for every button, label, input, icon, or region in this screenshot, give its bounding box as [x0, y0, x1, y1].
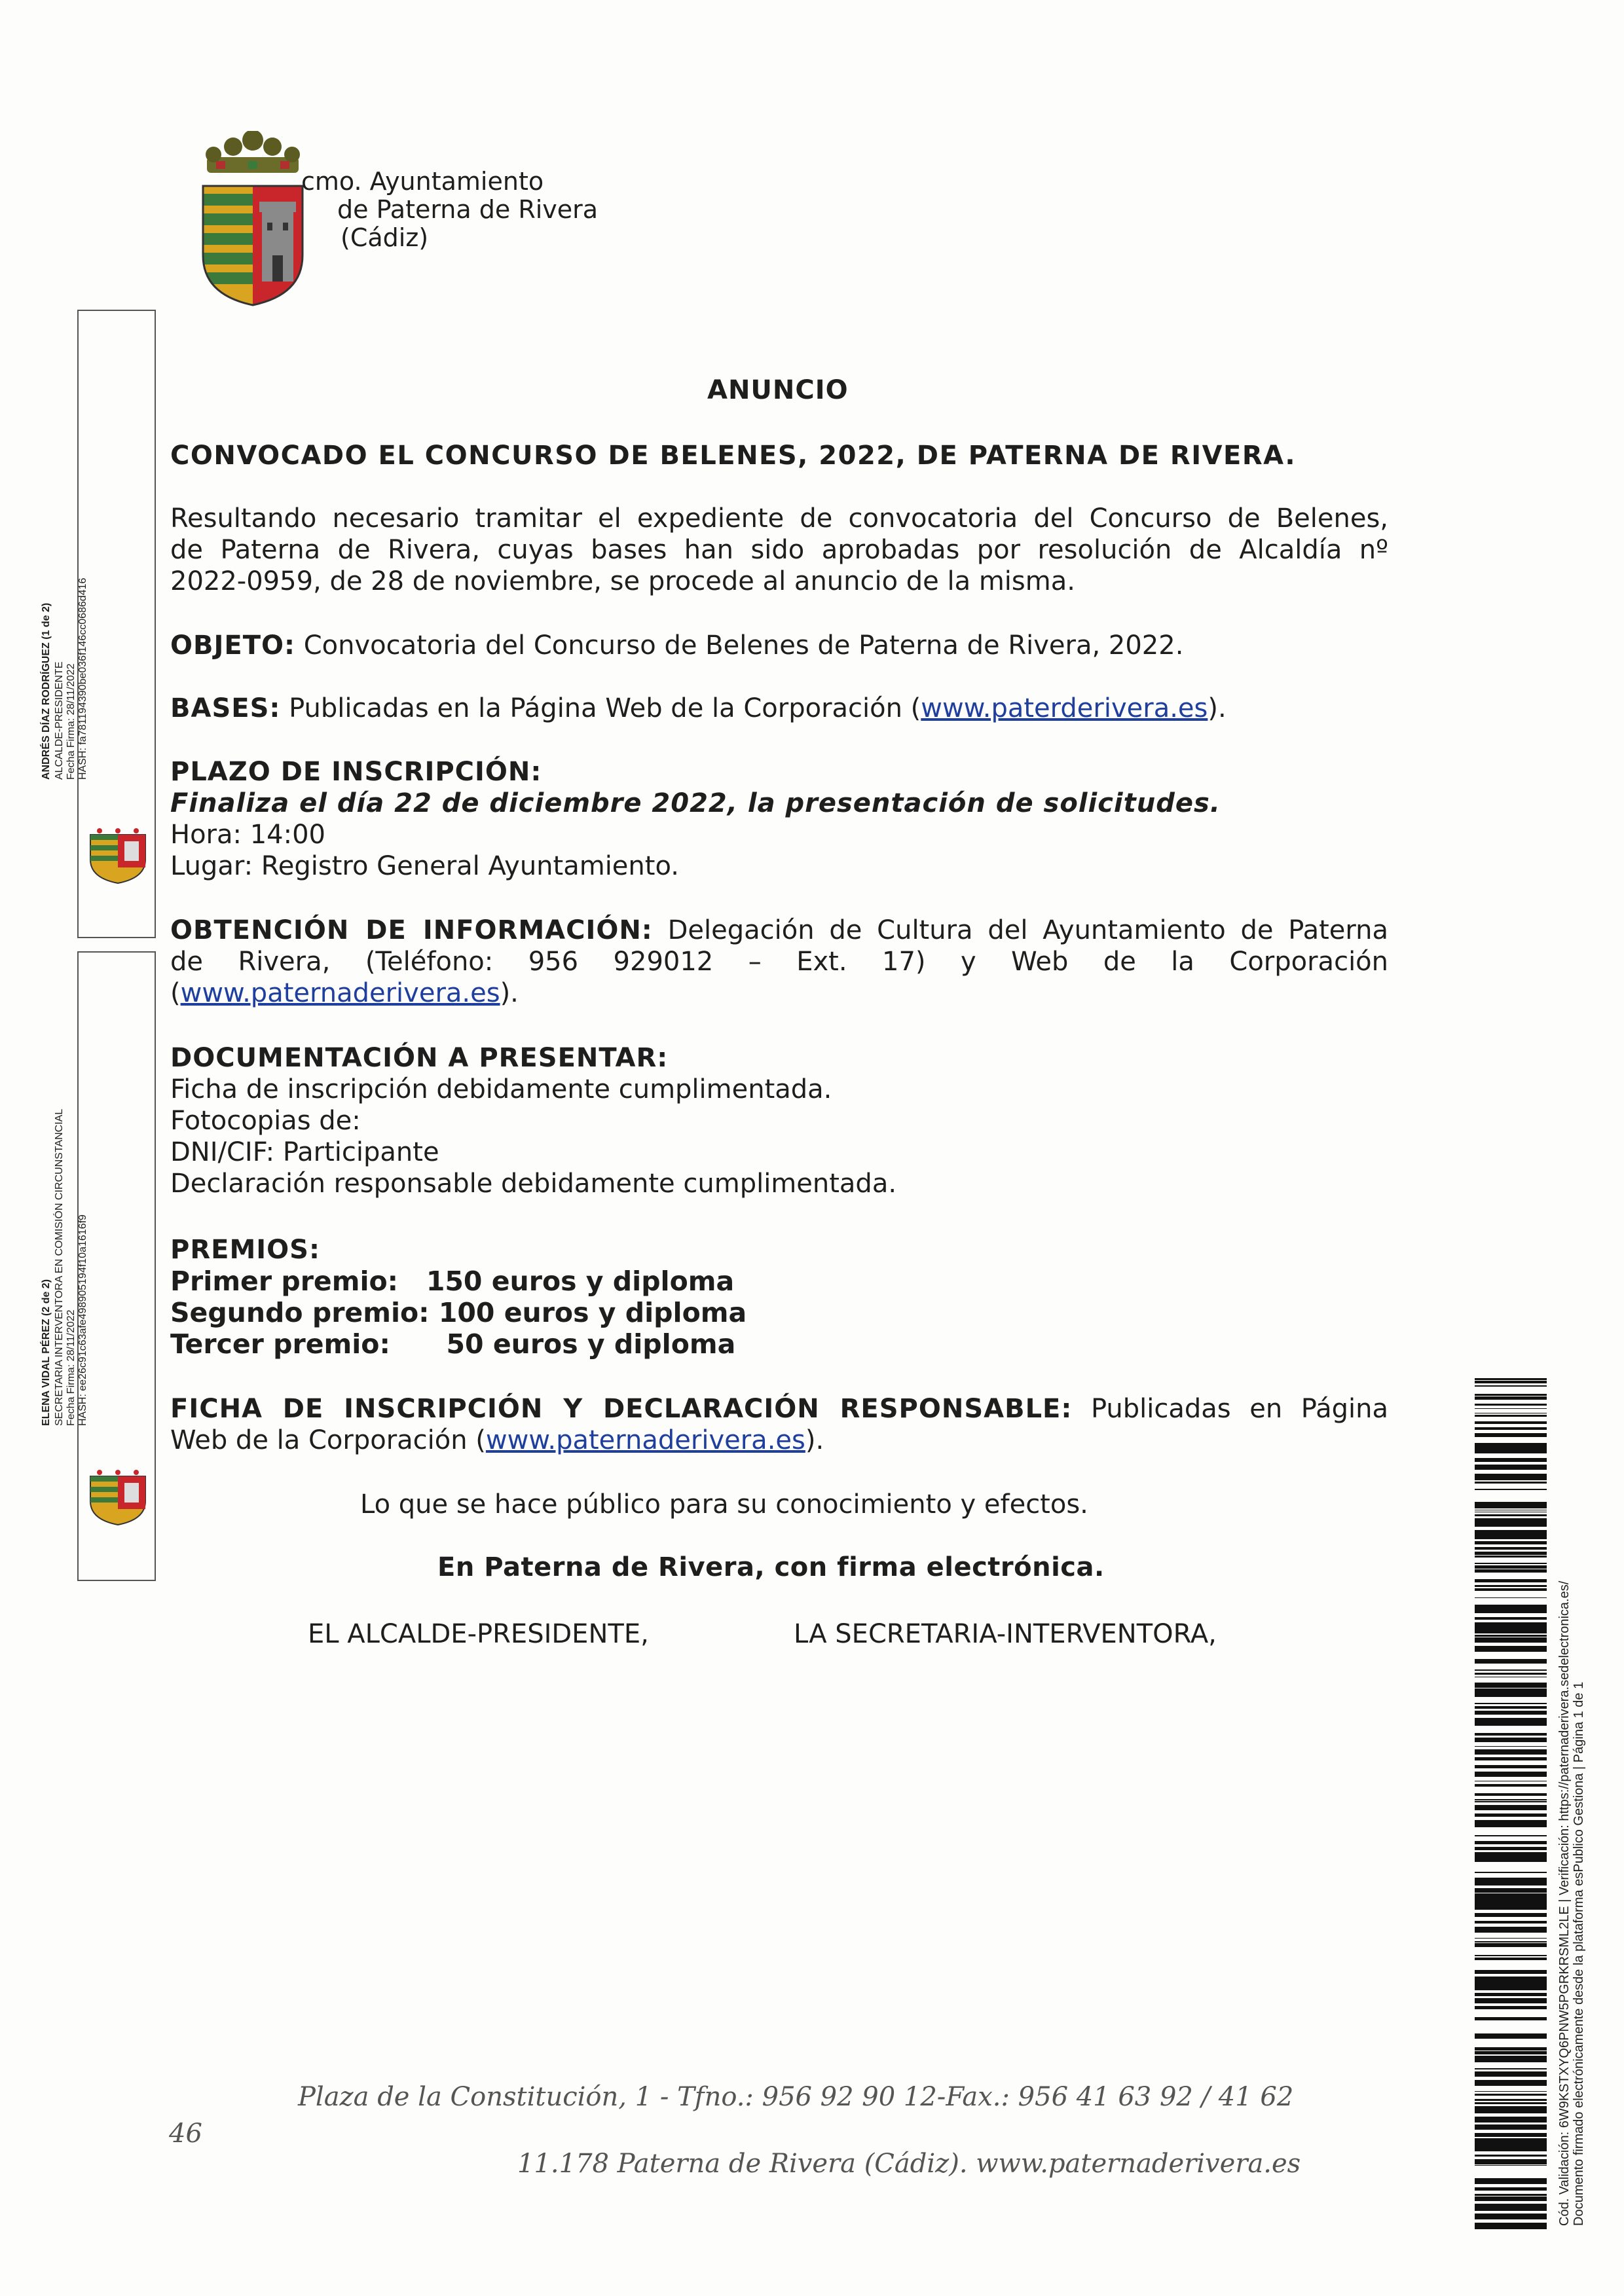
signature-date: Fecha Firma: 28/11/2022: [65, 663, 77, 780]
prize-1: Primer premio: 150 euros y diploma: [170, 1266, 735, 1297]
document-subtitle: CONVOCADO EL CONCURSO DE BELENES, 2022, DE PATERNA DE RIVERA.: [170, 441, 1297, 471]
doc-item: Declaración responsable debidamente cumplimentada.: [170, 1169, 897, 1199]
objeto-text: Convocatoria del Concurso de Belenes de Paterna de Rivera, 2022.: [295, 630, 1184, 661]
signature-box-alcalde: [41, 310, 156, 938]
crown-icon: [206, 131, 300, 173]
validation-line-2: Documento firmado electrónicamente desde la plataforma esPublico Gestiona | Página 1 de 1: [1572, 1681, 1586, 2226]
ficha-section: [170, 1393, 1388, 1456]
plazo-section: [170, 756, 1221, 882]
seal-icon: [86, 1470, 149, 1526]
signature-text-secretaria: [39, 1109, 89, 1426]
firma-electronica: En Paterna de Rivera, con firma electrónica.: [437, 1552, 1105, 1582]
signer-role: ALCALDE-PRESIDENTE: [54, 661, 65, 780]
info-line-1: [170, 915, 1388, 946]
objeto-section: [170, 630, 1183, 661]
info-line-2: de Rivera, (Teléfono: 956 929012 – Ext. 17) y Web de la Corporación: [170, 947, 1388, 977]
prize-2: Segundo premio: 100 euros y diploma: [170, 1297, 747, 1328]
signature-hash: HASH: fa781194390be036f146cc0686d416: [77, 577, 88, 780]
intro-line-1: Resultando necesario tramitar el expediente de convocatoria del Concurso de Belenes,: [170, 503, 1388, 534]
footer-address-2: 11.178 Paterna de Rivera (Cádiz). www.paternaderivera.es: [517, 2149, 1301, 2179]
doc-item: Ficha de inscripción debidamente cumplimentada.: [170, 1074, 832, 1104]
footer-address-1: Plaza de la Constitución, 1 - Tfno.: 956 92 90 12-Fax.: 956 41 63 92 / 41 62: [298, 2082, 1294, 2112]
plazo-deadline: Finaliza el día 22 de diciembre 2022, la presentación de solicitudes.: [170, 788, 1221, 818]
signer-name: ANDRÉS DÍAZ RODRÍGUEZ (1 de 2): [41, 602, 52, 780]
info-line-3: [170, 977, 1388, 1009]
info-text-1: Delegación de Cultura del Ayuntamiento de Paterna: [652, 915, 1389, 945]
ficha-link[interactable]: www.paternaderivera.es: [485, 1425, 805, 1455]
ficha-line-2: [170, 1425, 1388, 1456]
info-paren-close: ).: [500, 978, 519, 1008]
premios-label: PREMIOS:: [170, 1235, 320, 1265]
doc-item: Fotocopias de:: [170, 1106, 361, 1136]
bases-link[interactable]: www.paterderivera.es: [921, 693, 1208, 723]
ficha-text-2: Web de la Corporación (: [170, 1425, 486, 1455]
page-number: 46: [169, 2119, 202, 2149]
ficha-text: Publicadas en Página: [1072, 1394, 1388, 1424]
objeto-label: OBJETO:: [170, 630, 295, 661]
document-title: ANUNCIO: [707, 375, 849, 405]
header-line-3: (Cádiz): [341, 223, 429, 252]
info-link[interactable]: www.paternaderivera.es: [180, 978, 500, 1008]
info-section: [170, 915, 1388, 1009]
ficha-line-1: [170, 1393, 1388, 1425]
plazo-label: PLAZO DE INSCRIPCIÓN:: [170, 757, 542, 787]
bases-section: [170, 693, 1227, 724]
doc-item: DNI/CIF: Participante: [170, 1137, 439, 1167]
seal-icon: [86, 828, 149, 884]
validation-line-1: Cód. Validación: 6W9KSTXYQ6PNW5PGRKRSML2LE | Verificación: https://paternaderivera.sedelectronica.es/: [1557, 1580, 1572, 2226]
closing-text: Lo que se hace público para su conocimiento y efectos.: [360, 1489, 1088, 1520]
signature-date: Fecha Firma: 28/11/2022: [65, 1309, 77, 1426]
intro-line-2: de Paterna de Rivera, cuyas bases han sido aprobadas por resolución de Alcaldía nº: [170, 535, 1388, 565]
info-paren-open: (: [170, 978, 181, 1008]
ficha-label: FICHA DE INSCRIPCIÓN Y DECLARACIÓN RESPONSABLE:: [170, 1394, 1073, 1424]
ficha-end: ).: [805, 1425, 824, 1455]
signature-text-alcalde: [39, 578, 89, 780]
info-label: OBTENCIÓN DE INFORMACIÓN:: [170, 915, 653, 945]
header-line-1: cmo. Ayuntamiento: [301, 167, 544, 196]
documentacion-label: DOCUMENTACIÓN A PRESENTAR:: [170, 1043, 669, 1073]
documentacion-section: [170, 1042, 896, 1199]
validation-text: [1557, 1581, 1586, 2226]
intro-line-3: 2022-0959, de 28 de noviembre, se procede al anuncio de la misma.: [170, 566, 1075, 596]
bases-text: Publicadas en la Página Web de la Corporación (: [280, 693, 921, 723]
prize-3: Tercer premio: 50 euros y diploma: [170, 1328, 736, 1360]
signer-name: ELENA VIDAL PÉREZ (2 de 2): [41, 1279, 52, 1426]
plazo-hora: Hora: 14:00: [170, 820, 325, 850]
header-line-2: de Paterna de Rivera: [337, 195, 599, 224]
signer-role: SECRETARIA INTERVENTORA EN COMISIÓN CIRCUNSTANCIAL: [54, 1108, 65, 1426]
bases-end: ).: [1208, 693, 1227, 723]
premios-section: [170, 1234, 747, 1360]
plazo-lugar: Lugar: Registro General Ayuntamiento.: [170, 851, 679, 881]
bases-label: BASES:: [170, 693, 281, 723]
coat-of-arms-logo: [194, 131, 312, 308]
signer-left: EL ALCALDE-PRESIDENTE,: [308, 1619, 649, 1649]
intro-paragraph: [170, 503, 1388, 597]
signer-right: LA SECRETARIA-INTERVENTORA,: [794, 1619, 1217, 1649]
signature-box-secretaria: [41, 951, 156, 1581]
signature-hash: HASH: ee26c91c63afe498905194f10a1616f9: [77, 1214, 88, 1426]
barcode-image: [1475, 1378, 1547, 2236]
